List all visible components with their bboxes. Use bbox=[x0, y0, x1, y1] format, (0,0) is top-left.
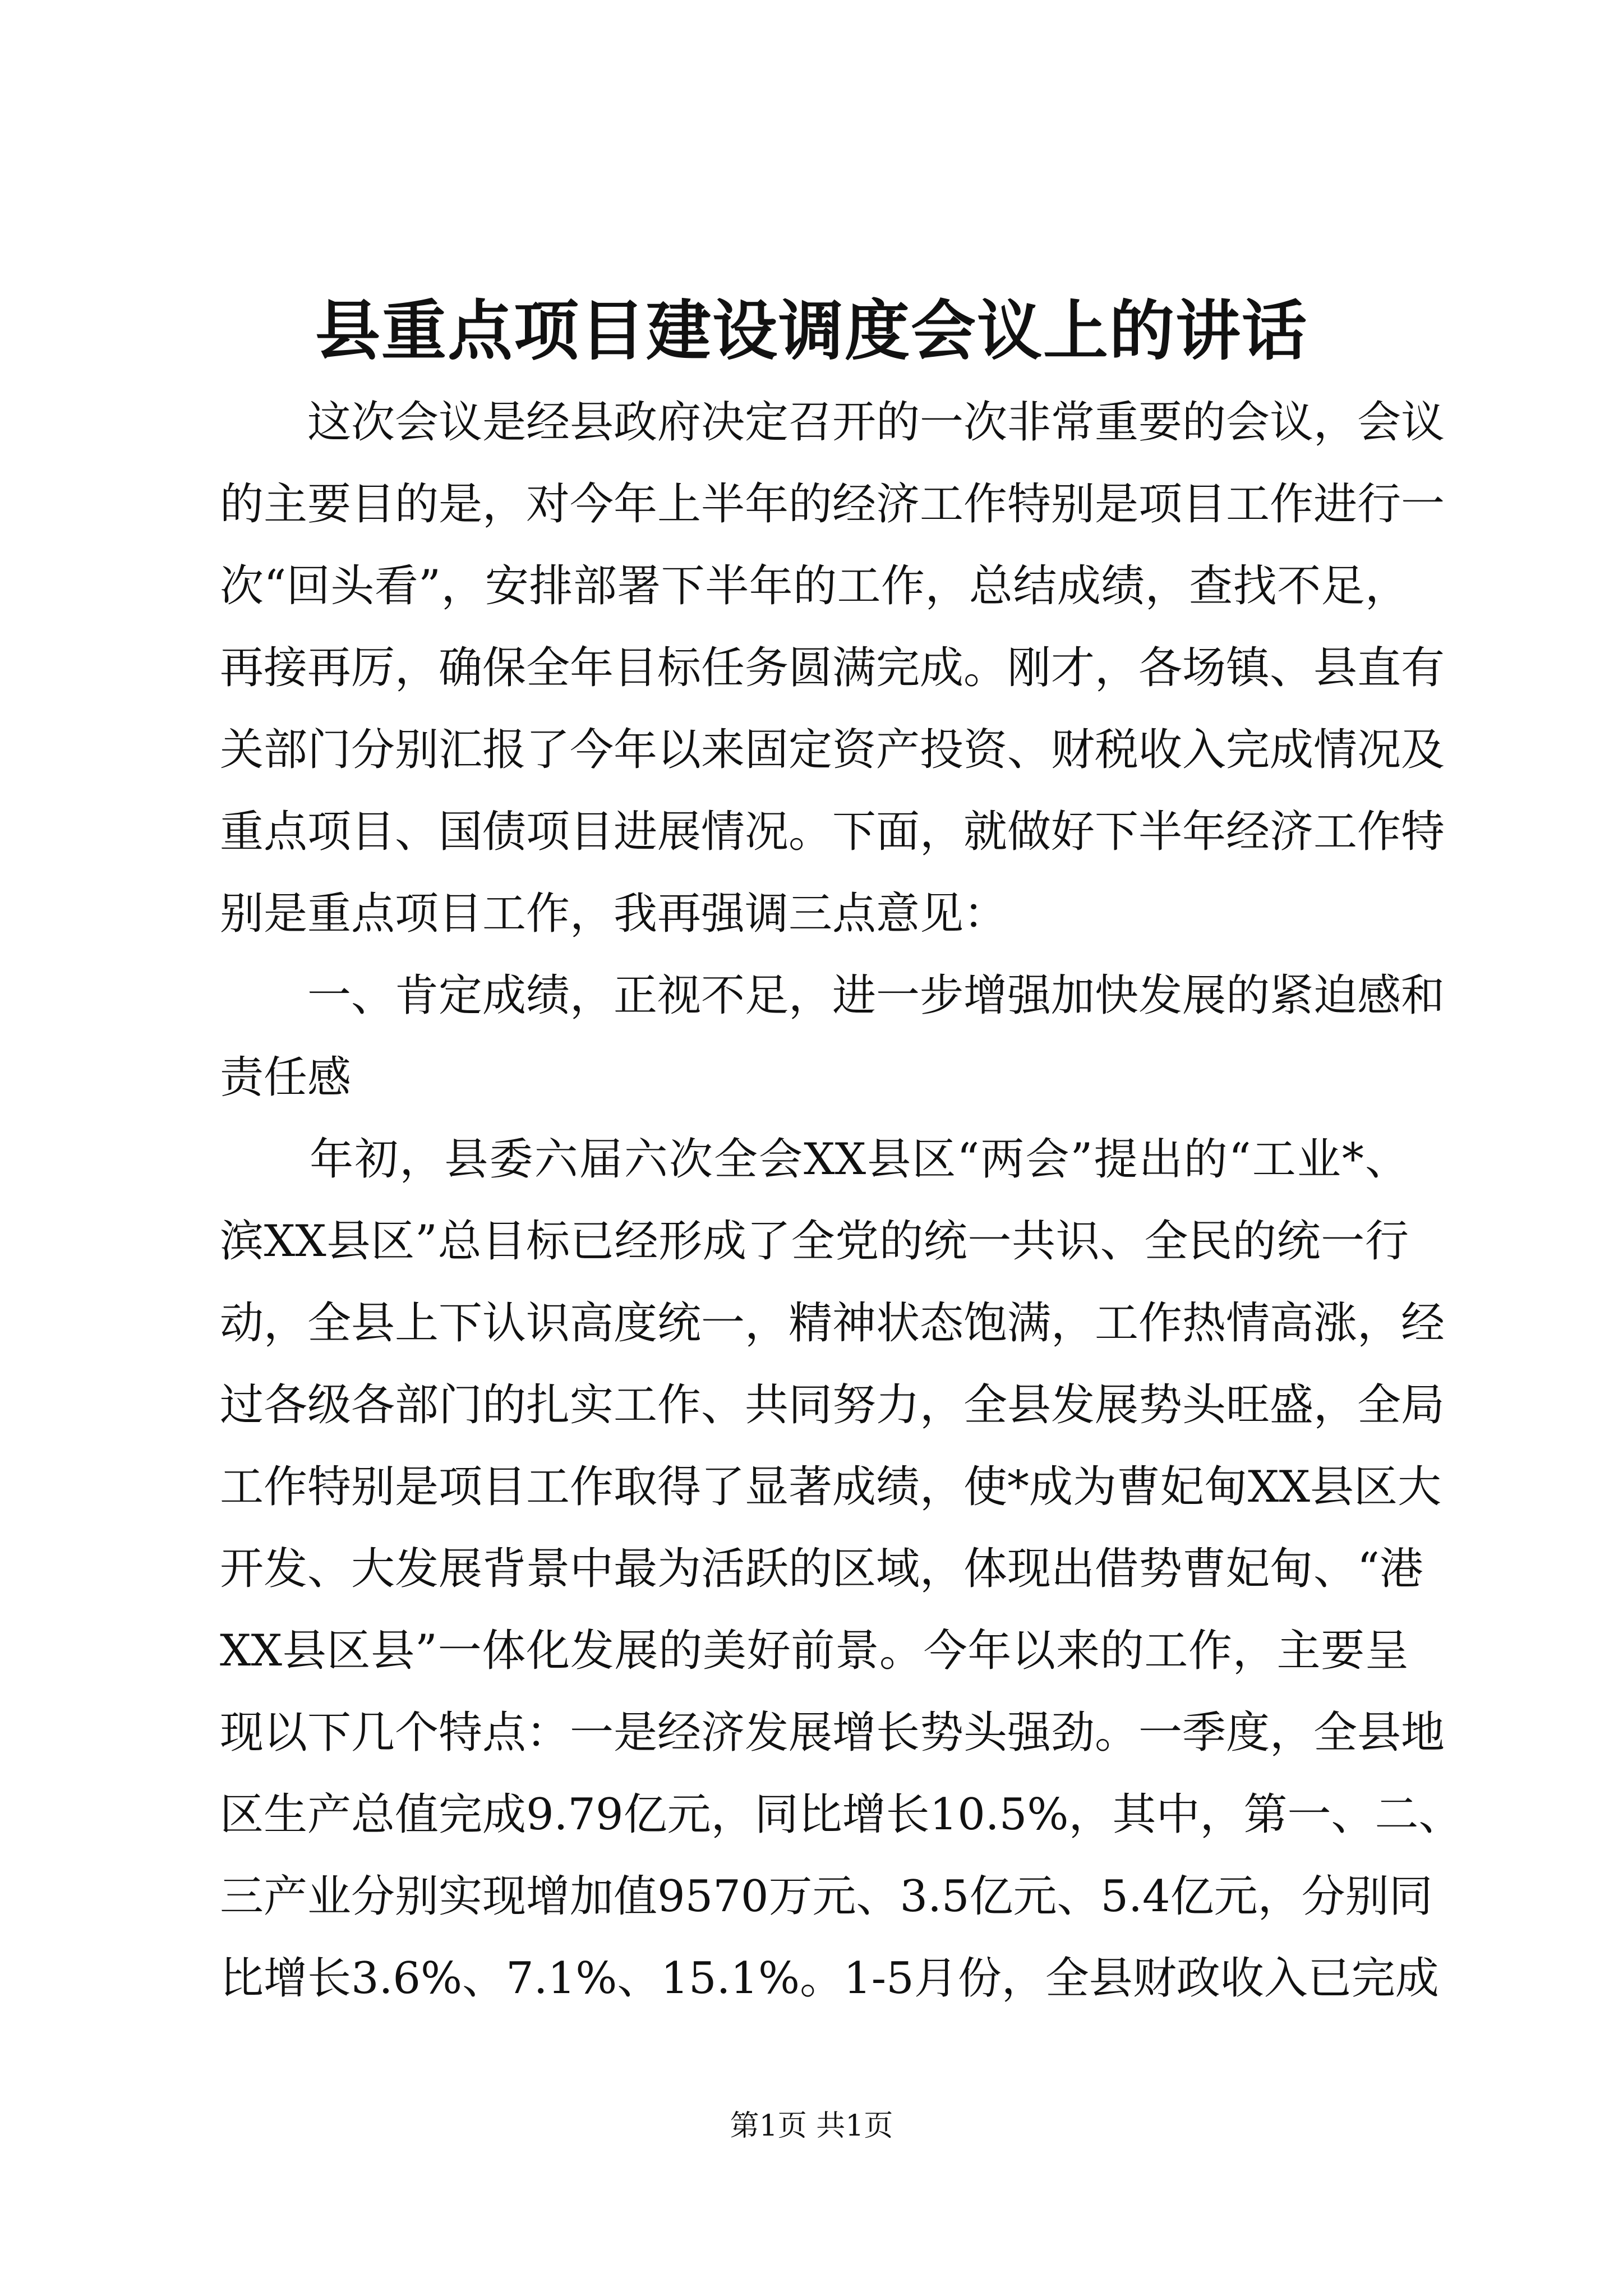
body-line: XX县区县”一体化发展的美好前景。今年以来的工作，主要呈 bbox=[220, 1626, 1409, 1676]
page-title: 县重点项目建设调度会议上的讲话 bbox=[315, 293, 1308, 369]
body-line: 三产业分别实现增加值9570万元、3.5亿元、5.4亿元，分别同 bbox=[220, 1871, 1433, 1922]
body-line: 重点项目、国债项目进展情况。下面，就做好下半年经济工作特 bbox=[220, 807, 1445, 857]
body-line: 关部门分别汇报了今年以来固定资产投资、财税收入完成情况及 bbox=[220, 725, 1445, 775]
body-line: 再接再厉，确保全年目标任务圆满完成。刚才，各场镇、县直有 bbox=[220, 643, 1445, 693]
body-line: 比增长3.6%、7.1%、15.1%。1-5月份，全县财政收入已完成 bbox=[220, 1953, 1439, 2004]
body-line: 滨XX县区”总目标已经形成了全党的统一共识、全民的统一行 bbox=[220, 1216, 1409, 1267]
body-line: 这次会议是经县政府决定召开的一次非常重要的会议，会议 bbox=[220, 397, 1445, 448]
body-line: 别是重点项目工作，我再强调三点意见： bbox=[220, 889, 1008, 939]
body-line: 年初，县委六届六次全会XX县区“两会”提出的“工业*、 bbox=[220, 1134, 1409, 1185]
body-line: 次“回头看”，安排部署下半年的工作，总结成绩，查找不足， bbox=[220, 561, 1409, 611]
section-heading-line: 责任感 bbox=[220, 1052, 352, 1103]
section-heading-line: 一、肯定成绩，正视不足，进一步增强加快发展的紧迫感和 bbox=[220, 970, 1445, 1021]
body-line: 动，全县上下认识高度统一，精神状态饱满，工作热情高涨，经 bbox=[220, 1298, 1445, 1349]
body-line: 的主要目的是，对今年上半年的经济工作特别是项目工作进行一 bbox=[220, 479, 1445, 530]
body-line: 工作特别是项目工作取得了显著成绩，使*成为曹妃甸XX县区大 bbox=[220, 1462, 1442, 1512]
body-line: 区生产总值完成9.79亿元，同比增长10.5%，其中，第一、二、 bbox=[220, 1789, 1463, 1840]
document-body bbox=[220, 381, 1463, 2019]
body-line: 过各级各部门的扎实工作、共同努力，全县发展势头旺盛，全局 bbox=[220, 1380, 1445, 1430]
body-line: 开发、大发展背景中最为活跃的区域，体现出借势曹妃甸、“港 bbox=[220, 1544, 1423, 1594]
page-footer: 第1页 共1页 bbox=[730, 2109, 893, 2143]
body-line: 现以下几个特点：一是经济发展增长势头强劲。一季度，全县地 bbox=[220, 1708, 1445, 1758]
